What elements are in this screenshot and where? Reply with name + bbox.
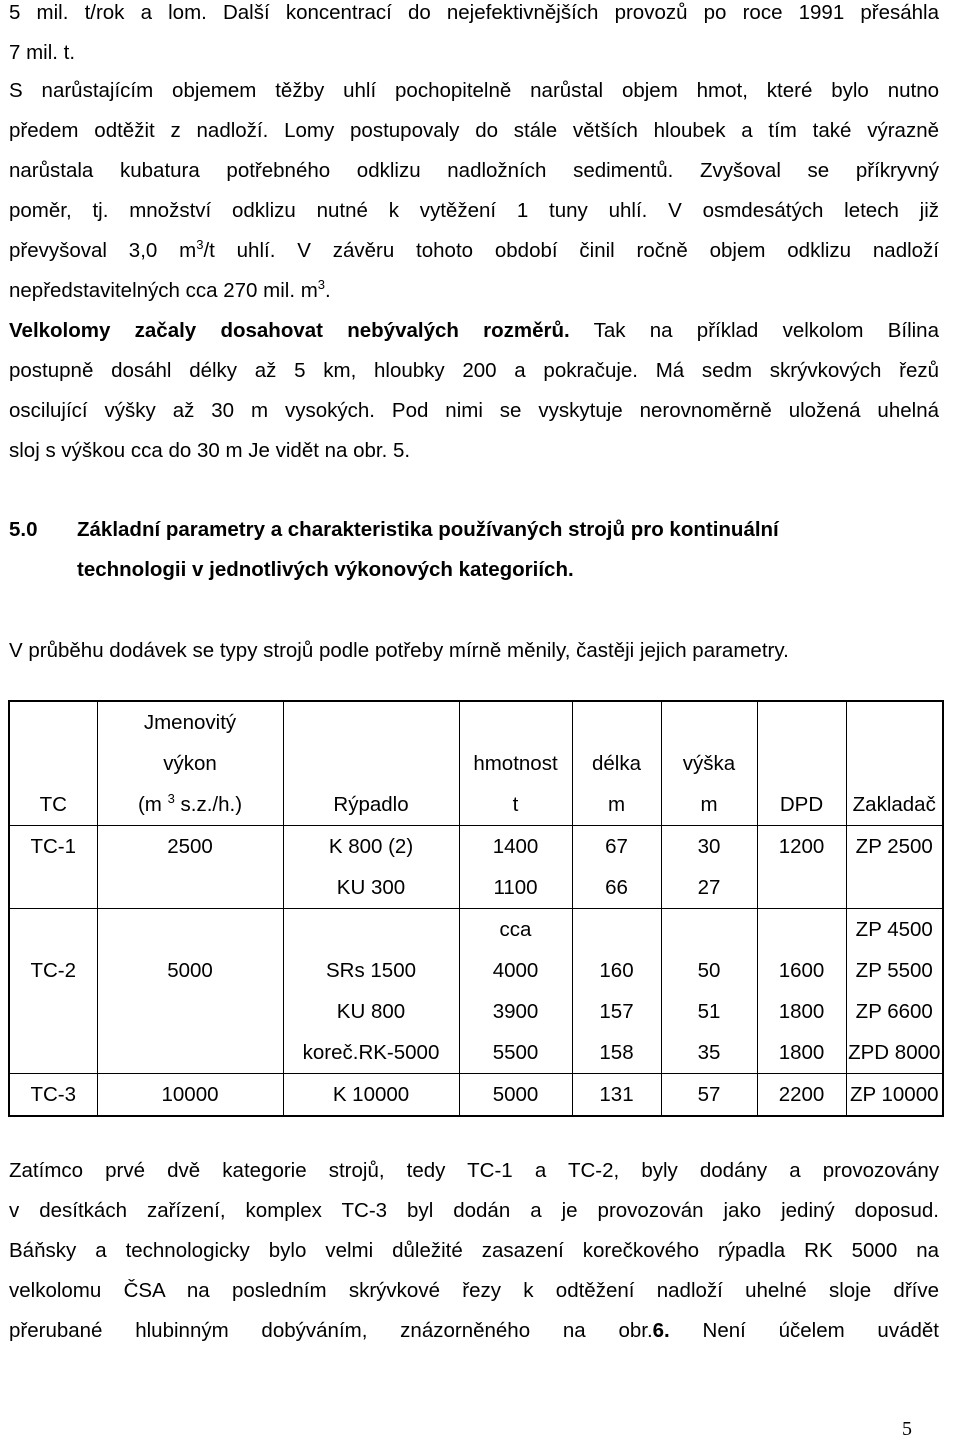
text-line: přerubané hlubinným dobýváním, znázorněného na obr.6. Není účelem uvádět: [9, 1319, 939, 1342]
header-vykon: Jmenovitý: [97, 701, 283, 743]
header-tc: TC: [9, 784, 97, 826]
page-number: 5: [902, 1418, 912, 1440]
text-line: předem odtěžit z nadloží. Lomy postupovaly do stále větších hloubek a tím také výrazně: [9, 119, 939, 142]
paragraph-categories: [9, 1151, 939, 1351]
figure-reference: 6.: [652, 1319, 670, 1342]
section-number: 5.0: [9, 518, 38, 541]
text-line: převyšoval 3,0 $m^3/t$ uhlí. V závěru tohoto období činil ročně objem odklizu nadloží: [9, 237, 939, 262]
paragraph-overburden: [9, 71, 939, 471]
intro-paragraph: [9, 631, 939, 671]
text-line: Zatímco prvé dvě kategorie strojů, tedy TC-1 a TC-2, byly dodány a provozovány: [9, 1159, 939, 1182]
header-zakladac: Zakladač: [846, 784, 943, 826]
text-line: Báňsky a technologicky bylo velmi důležité zasazení korečkového rýpadla RK 5000 na: [9, 1239, 939, 1262]
heading-line: technologii v jednotlivých výkonových kategoriích.: [77, 558, 574, 581]
table-row: TC-1 2500 K 800 (2) 1400 67 30 1200 ZP 2500: [9, 826, 943, 868]
text-line: sloj s výškou cca do 30 m Je vidět na obr. 5.: [9, 439, 411, 462]
text-line: Velkolomy začaly dosahovat nebývalých rozměrů. Tak na příklad velkolom Bílina: [9, 319, 939, 342]
text-line: narůstala kubatura potřebného odklizu nadložních sedimentů. Zvyšoval se příkryvný: [9, 159, 939, 182]
table-row: KU 800 3900 157 51 1800 ZP 6600: [9, 991, 943, 1032]
table-row: TC-2 5000 SRs 1500 4000 160 50 1600 ZP 5500: [9, 950, 943, 991]
text-line: poměr, tj. množství odklizu nutné k vytěžení 1 tuny uhlí. V osmdesátých letech již: [9, 199, 939, 222]
text-line: oscilující výšky až 30 m vysokých. Pod nimi se vyskytuje nerovnoměrně uložená uhelná: [9, 399, 939, 422]
heading-line: Základní parametry a charakteristika používaných strojů pro kontinuální: [77, 518, 779, 541]
text-line: v desítkách zařízení, komplex TC-3 byl dodán a je provozován jako jediný doposud.: [9, 1199, 939, 1222]
header-hmotnost: hmotnost: [459, 743, 572, 784]
table-row: koreč.RK-5000 5500 158 35 1800 ZPD 8000: [9, 1032, 943, 1074]
text-line: 7 mil. t.: [9, 41, 76, 64]
table-header-row: TC (m $^3$ s.z./h.) Rýpadlo t m m DPD Zakladač: [9, 784, 943, 826]
table-header-row: výkon hmotnost délka výška: [9, 743, 943, 784]
bold-statement: Velkolomy začaly dosahovat nebývalých rozměrů.: [9, 319, 570, 342]
text-line: V průběhu dodávek se typy strojů podle potřeby mírně měnily, častěji jejich parametry.: [9, 639, 789, 662]
text-line: nepředstavitelných cca 270 mil. $m^3$.: [9, 277, 331, 302]
table-header-row: [9, 701, 943, 743]
header-vyska: výška: [661, 743, 757, 784]
text-line: postupně dosáhl délky až 5 km, hloubky 200 a pokračuje. Má sedm skrývkových řezů: [9, 359, 939, 382]
text-line: 5 mil. t/rok a lom. Další koncentrací do nejefektivnějších provozů po roce 1991 přesáhla: [9, 1, 939, 24]
table-row: KU 300 1100 66 27: [9, 867, 943, 909]
machine-parameters-table: [8, 700, 944, 1117]
text-line: S narůstajícím objemem těžby uhlí pochopitelně narůstal objem hmot, které bylo nutno: [9, 79, 939, 102]
header-dpd: DPD: [757, 784, 846, 826]
paragraph-mining-output: [9, 0, 939, 73]
header-rypadlo: Rýpadlo: [283, 784, 459, 826]
text-line: velkolomu ČSA na posledním skrývkové řezy k odtěžení nadloží uhelné sloje dříve: [9, 1279, 939, 1302]
table-row: cca ZP 4500: [9, 909, 943, 951]
header-delka: délka: [572, 743, 661, 784]
table-row: TC-3 10000 K 10000 5000 131 57 2200 ZP 10000: [9, 1074, 943, 1117]
